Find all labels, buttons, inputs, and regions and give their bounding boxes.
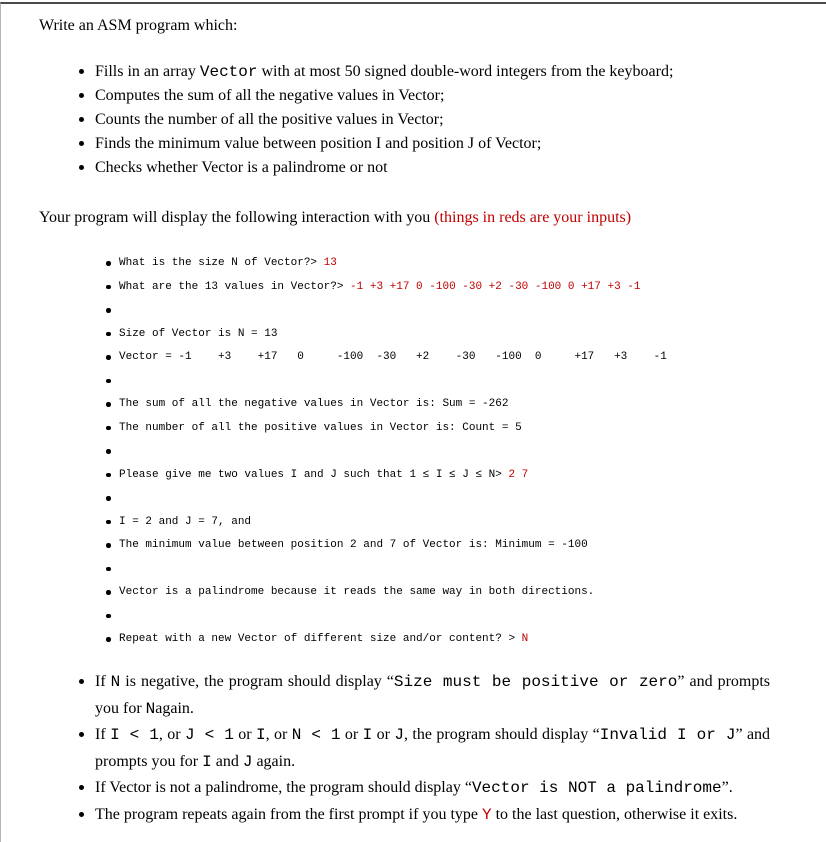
text-segment: Repeat with a new Vector of different size and/or content? >: [119, 633, 522, 645]
document: [0, 2, 826, 842]
console-line: [106, 609, 770, 624]
requirement-item: [79, 60, 770, 84]
console-line: [106, 585, 770, 600]
text-segment: The minimum value between position 2 and 7 of Vector is: Minimum = -100: [119, 539, 588, 551]
note-item: [79, 669, 770, 722]
text-segment: Your program will display the following interaction with you: [39, 209, 435, 226]
console-line: [106, 374, 770, 389]
console-line: [106, 303, 770, 318]
text-segment: Size must be positive or zero: [393, 673, 678, 691]
text-segment: I: [202, 752, 212, 771]
text-segment: Vector is NOT a palindrome: [471, 779, 722, 797]
text-segment: again.: [155, 699, 194, 717]
text-segment: ” and prompts you for: [95, 673, 771, 717]
text-segment: Vector = -1 +3 +17 0 -100 -30 +2 -30 -100 0 +17 +3 -1: [119, 351, 667, 363]
console-line: [106, 515, 770, 530]
console-line: [106, 444, 770, 459]
console-line: [106, 421, 770, 436]
text-segment: Fills in an array: [95, 63, 200, 80]
note-item: [79, 775, 770, 802]
notes-list: [39, 669, 770, 828]
text-segment: is negative, the program should display “: [120, 673, 394, 690]
text-segment: Finds the minimum value between position I and position J of Vector;: [95, 135, 542, 152]
console-interaction-list: [39, 256, 770, 647]
text-segment: J < 1: [185, 726, 234, 744]
page-title: Write an ASM program which:: [39, 17, 238, 34]
text-segment: Vector is a palindrome because it reads the same way in both directions.: [119, 586, 595, 598]
console-line: [106, 468, 770, 483]
interaction-intro: [39, 206, 770, 230]
text-segment: , the program should display “: [404, 726, 600, 743]
text-segment: -1 +3 +17 0 -100 -30 +2 -30 -100 0 +17 +3 -1: [350, 280, 641, 293]
text-segment: Counts the number of all the positive values in Vector;: [95, 111, 444, 128]
text-segment: and: [211, 752, 243, 770]
text-segment: I < 1: [110, 726, 159, 744]
console-line: [106, 350, 770, 365]
requirement-item: [79, 108, 770, 132]
requirement-item: [79, 156, 770, 180]
text-segment: (things in reds are your inputs): [434, 209, 632, 226]
text-segment: N < 1: [291, 726, 341, 744]
text-segment: What are the 13 values in Vector?>: [119, 280, 351, 293]
text-segment: again.: [252, 752, 296, 770]
text-segment: ” and prompts you for: [95, 726, 771, 770]
text-segment: J: [394, 726, 405, 744]
text-segment: Invalid I or J: [599, 726, 736, 744]
text-segment: Y: [482, 805, 492, 824]
text-segment: , or: [158, 726, 186, 743]
text-segment: 2 7: [508, 468, 529, 481]
requirements-list: [39, 60, 770, 180]
text-segment: If Vector is not a palindrome, the program should display “: [95, 779, 472, 796]
requirement-item: [79, 84, 770, 108]
text-segment: Checks whether Vector is a palindrome or not: [95, 159, 388, 176]
text-segment: or: [340, 726, 363, 743]
console-line: [106, 538, 770, 553]
text-segment: , or: [265, 726, 292, 743]
console-line: [106, 256, 770, 271]
text-segment: 13: [323, 257, 337, 269]
text-segment: What is the size N of Vector?>: [119, 257, 324, 269]
text-segment: N: [145, 699, 156, 718]
text-segment: with at most 50 signed double-word integers from the keyboard;: [257, 63, 674, 80]
console-line: [106, 632, 770, 647]
text-segment: If: [95, 673, 111, 690]
text-segment: Vector: [199, 63, 258, 81]
text-segment: or: [372, 726, 395, 743]
requirement-item: [79, 132, 770, 156]
note-item: [79, 722, 770, 775]
text-segment: The number of all the positive values in Vector is: Count = 5: [119, 421, 522, 434]
text-segment: The program repeats again from the first prompt if you type: [95, 805, 482, 823]
text-segment: I = 2 and J = 7, and: [119, 515, 252, 528]
console-line: [106, 491, 770, 506]
text-segment: I: [255, 726, 266, 744]
text-segment: The sum of all the negative values in Vector is: Sum = -262: [119, 398, 509, 410]
text-segment: If: [95, 726, 111, 743]
text-segment: N: [521, 633, 529, 645]
console-line: [106, 280, 770, 295]
text-segment: Size of Vector is N = 13: [119, 327, 278, 340]
text-segment: to the last question, otherwise it exits.: [491, 805, 738, 823]
note-item: [79, 802, 770, 829]
text-segment: I: [362, 726, 373, 744]
text-segment: J: [242, 752, 253, 771]
console-line: [106, 562, 770, 577]
text-segment: Please give me two values I and J such that 1 ≤ I ≤ J ≤ N>: [119, 468, 509, 481]
console-line: [106, 327, 770, 342]
text-segment: Computes the sum of all the negative values in Vector;: [95, 87, 445, 104]
text-segment: N: [110, 673, 121, 691]
console-line: [106, 397, 770, 412]
text-segment: or: [233, 726, 256, 743]
text-segment: ”.: [721, 779, 733, 796]
